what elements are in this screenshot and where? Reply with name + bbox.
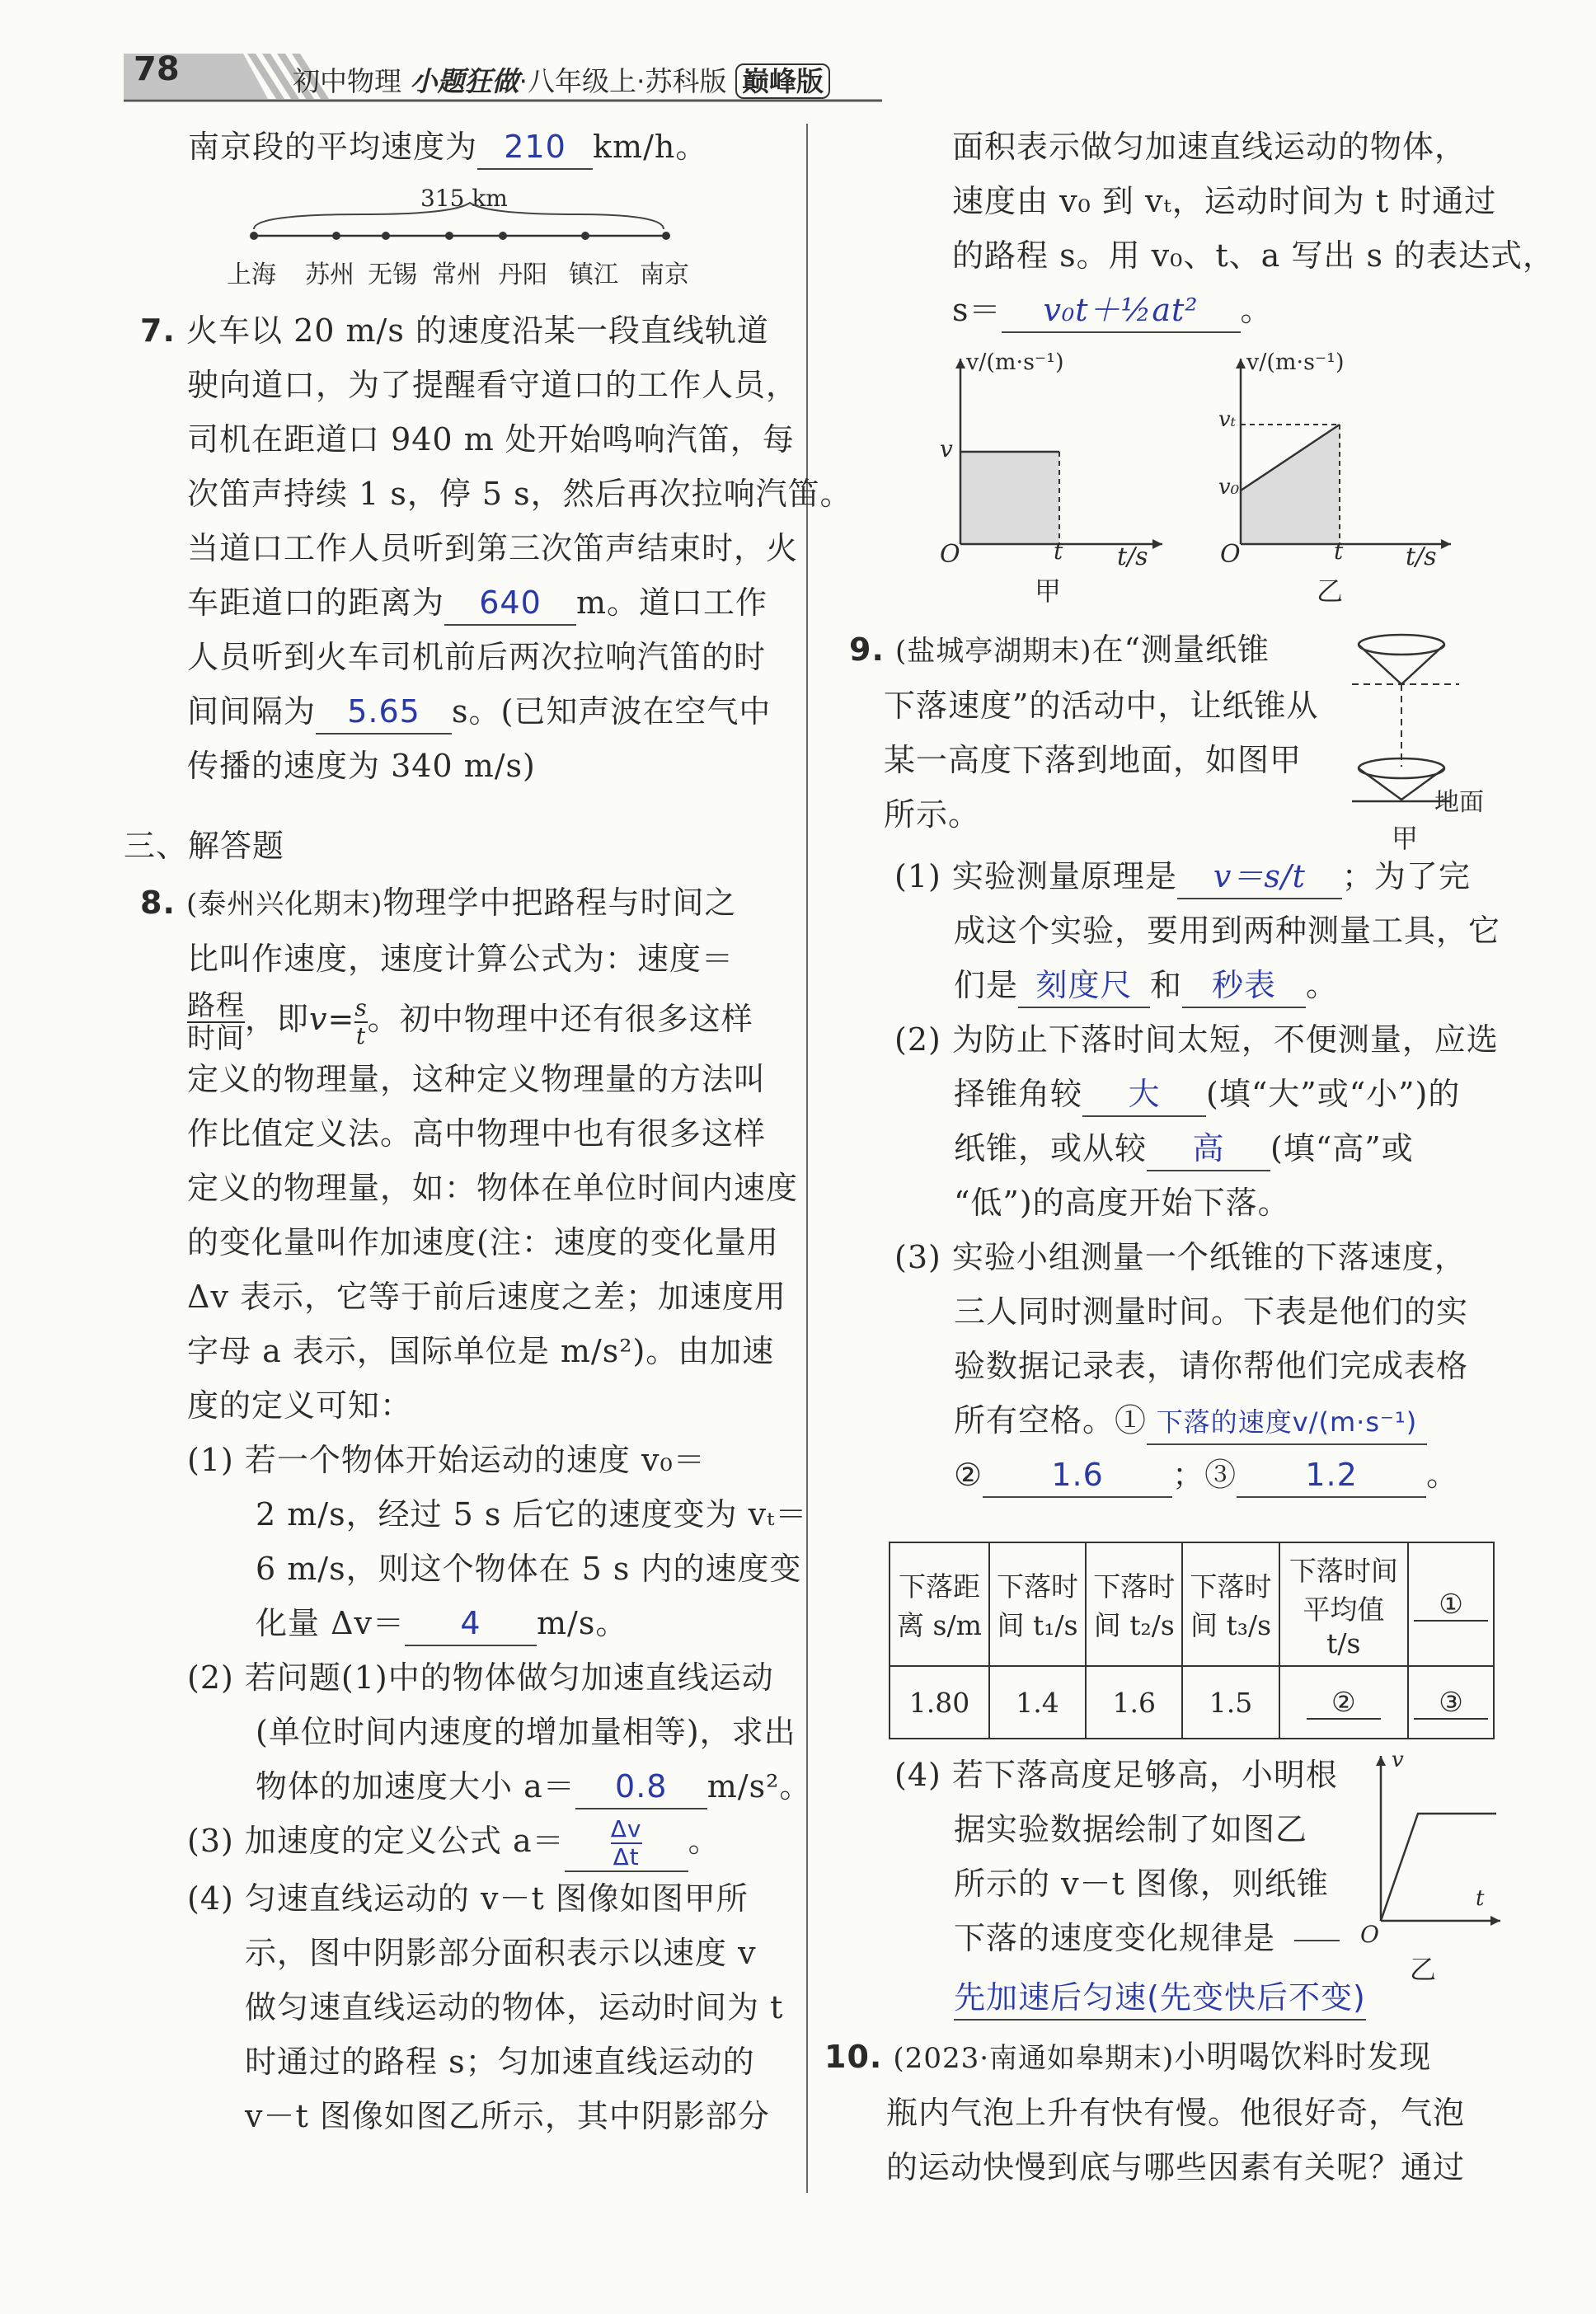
q9-p1-line-3a: 们是 bbox=[954, 967, 1019, 1003]
q8-s-suffix: 。 bbox=[1240, 292, 1273, 328]
q8-s-prefix: s＝ bbox=[952, 292, 1002, 328]
q9-p4-line-3: 所示的 v－t 图像，则纸锥 bbox=[954, 1866, 1329, 1902]
q9-tool-2: 秒表 bbox=[1182, 964, 1306, 1008]
graph-vt-small-v: v bbox=[1392, 1748, 1404, 1772]
q8-line-10: 度的定义可知： bbox=[187, 1387, 413, 1424]
q8-cont-line-1: 面积表示做匀加速直线运动的物体， bbox=[952, 129, 1467, 165]
page-header bbox=[124, 45, 890, 107]
th-5b: 平均值 t/s bbox=[1303, 1593, 1385, 1659]
q8-p1-line-4b: m/s。 bbox=[537, 1605, 628, 1641]
q8-p3-bottom: Δt bbox=[613, 1842, 640, 1870]
header-grade: ·八年级上·苏科版 bbox=[519, 65, 727, 97]
q8-cont-line-3: 的路程 s。用 v₀、t、a 写出 s 的表达式， bbox=[952, 237, 1556, 274]
q10-number: 10. bbox=[824, 2039, 883, 2075]
graph-jia-ylabel: v/(m·s⁻¹) bbox=[966, 350, 1064, 375]
q9-p3-answer-2: 1.6 bbox=[983, 1453, 1172, 1498]
header-brand: 小题狂做 bbox=[410, 65, 519, 97]
city-wuxi: 无锡 bbox=[368, 261, 417, 289]
q8-line-4: 定义的物理量，这种定义物理量的方法叫 bbox=[187, 1061, 767, 1097]
q7-line-9: 传播的速度为 340 m/s) bbox=[187, 748, 536, 784]
q9-p1-answer: v＝s/t bbox=[1177, 855, 1342, 899]
q9-p2-line-2b: (填“大”或“小”)的 bbox=[1206, 1076, 1461, 1112]
q8-s-answer: v₀t＋½at² bbox=[1002, 289, 1241, 333]
q10-line-1: 小明喝饮料时发现 bbox=[1174, 2039, 1432, 2075]
graph-yi-ylabel: v/(m·s⁻¹) bbox=[1246, 350, 1345, 375]
q9-p2-answer-1: 大 bbox=[1082, 1073, 1206, 1117]
q9-p4-line-1: (4) 若下落高度足够高，小明根 bbox=[894, 1757, 1338, 1793]
graph-jia-plot bbox=[932, 346, 1187, 569]
table-data-row bbox=[890, 1666, 1494, 1739]
cone-ground-label: 地面 bbox=[1434, 788, 1484, 817]
q9-line-4: 所示。 bbox=[884, 796, 981, 833]
section-heading: 三、解答题 bbox=[124, 828, 285, 864]
q9-p3-circle-3: ；③ bbox=[1172, 1457, 1237, 1493]
table-header-row bbox=[890, 1542, 1494, 1666]
question-7 bbox=[140, 303, 852, 793]
q9-p3-end: 。 bbox=[1426, 1457, 1459, 1493]
data-table bbox=[889, 1542, 1495, 1739]
graph-jia bbox=[932, 346, 1187, 610]
q8-p1-line-4a: 化量 Δv＝ bbox=[256, 1605, 405, 1641]
q9-p1-line-2: 成这个实验，要用到两种测量工具，它 bbox=[954, 913, 1501, 949]
q7-line-1: 火车以 20 m/s 的速度沿某一段直线轨道 bbox=[185, 312, 769, 349]
q7-answer-interval: 5.65 bbox=[316, 690, 452, 735]
q8-cont-line-2: 速度由 v₀ 到 vₜ，运动时间为 t 时通过 bbox=[952, 183, 1497, 219]
question-9 bbox=[849, 622, 1377, 842]
q7-line-3: 司机在距道口 940 m 处开始鸣响汽笛，每 bbox=[187, 421, 795, 458]
q8-p1-line-3: 6 m/s，则这个物体在 5 s 内的速度变 bbox=[256, 1551, 802, 1587]
graph-yi-t: t bbox=[1334, 537, 1344, 565]
q9-p1-text-b: ；为了完 bbox=[1341, 858, 1471, 894]
city-zhenjiang: 镇江 bbox=[569, 261, 618, 289]
cone-caption: 甲 bbox=[1392, 823, 1419, 854]
q6-unit: km/h。 bbox=[593, 129, 708, 165]
graph-vt-small-plot bbox=[1360, 1748, 1509, 1937]
td-t3: 1.5 bbox=[1182, 1666, 1279, 1739]
column-divider bbox=[806, 124, 808, 2193]
q8-line-1: 物理学中把路程与时间之 bbox=[383, 885, 737, 921]
q8-line-7: 的变化量叫作加速度(注：速度的变化量用 bbox=[187, 1224, 779, 1260]
q8-line-8: Δv 表示，它等于前后速度之差；加速度用 bbox=[187, 1279, 786, 1315]
graph-jia-xlabel: t/s bbox=[1117, 542, 1148, 571]
q10-line-2: 瓶内气泡上升有快有慢。他很好奇，气泡 bbox=[886, 2095, 1466, 2131]
q9-p4-answer: 先加速后匀速(先变快后不变) bbox=[954, 1976, 1366, 2021]
route-distance: 315 km bbox=[420, 185, 508, 212]
question-8: 8. (泰州兴化期末)物理学中把路程与时间之 比叫作速度，速度计算公式为：速度＝ 路程 时间 ，即v= $\frac{s}{t}$ 。初中物理中还有很多这样 定义的物理量，这种定义物理量的方法叫 作比值定义法。高中物理中也有很多这样 定义的物理量，如：物体在单位时间内速度 的变化量叫作加速度(注：速度的变化量用 Δv 表示，它等于前后速度之差；加速度用 字母 a 表示，国际单位是 m/s²)。由加速 度的定义可知： (1) 若一个物体开始运动的速度 v₀＝ 2 m/s，经过 5 s 后它的速度变为 vₜ＝ 6 m/s，则这个物体在 5 s 内的速度变 化量 Δv＝ 4 m/s。 (2) 若问题(1)中的物体做匀加速直线运动 (单位时间内速度的增加量相等)，求出 物体的加速度大小 a＝ 0.8 m/s²。 (3) 加速度的定义公式 a＝ $\frac{\Delta v}{\Delta t}$ 。 (4) 匀速直线运动的 v－t 图像如图甲所 示，图中阴影部分面积表示以速度 v 做匀速直线运动的物体，运动时间为 t 时通过的路程 s；匀加速直线运动的 v－t 图像如图乙所示，其中阴影部分 bbox=[140, 875, 800, 2143]
q9-p3-line-2: 三人同时测量时间。下表是他们的实 bbox=[954, 1293, 1469, 1330]
q8-line-6: 定义的物理量，如：物体在单位时间内速度 bbox=[187, 1170, 799, 1206]
q8-p4-line-4: 时通过的路程 s；匀加速直线运动的 bbox=[245, 2044, 755, 2080]
q8-ratio-fraction bbox=[187, 988, 245, 1055]
q8-p1-line-1: (1) 若一个物体开始运动的速度 v₀＝ bbox=[187, 1442, 706, 1478]
q7-line-8a: 间间隔为 bbox=[187, 693, 317, 730]
graph-yi-v0: v₀ bbox=[1218, 475, 1240, 500]
td-t2: 1.6 bbox=[1086, 1666, 1182, 1739]
cone-figure bbox=[1352, 627, 1517, 857]
q7-answer-distance: 640 bbox=[444, 581, 576, 626]
q9-number: 9. bbox=[849, 631, 885, 668]
td-distance: 1.80 bbox=[890, 1666, 989, 1739]
q8-continuation bbox=[952, 120, 1579, 337]
graph-vt-small-caption: 乙 bbox=[1410, 1954, 1437, 1985]
q7-line-4: 次笛声持续 1 s，停 5 s，然后再次拉响汽笛。 bbox=[187, 476, 852, 512]
q8-line-3b: 。初中物理中还有很多这样 bbox=[367, 1001, 753, 1037]
q9-p3-circle-2: ② bbox=[954, 1457, 983, 1493]
q8-line-5: 作比值定义法。高中物理中也有很多这样 bbox=[187, 1115, 767, 1152]
q7-line-7: 人员听到火车司机前后两次拉响汽笛的时 bbox=[187, 639, 767, 675]
th-2b: 间 t₁/s bbox=[997, 1609, 1078, 1641]
header-edition: 巅峰版 bbox=[735, 63, 830, 99]
q9-p4-line-4: 下落的速度变化规律是 bbox=[954, 1920, 1276, 1956]
graph-jia-caption: 甲 bbox=[1035, 575, 1062, 607]
q9-p4-line-2: 据实验数据绘制了如图乙 bbox=[954, 1811, 1308, 1847]
q8-p3-answer bbox=[565, 1814, 688, 1872]
q9-tool-1: 刻度尺 bbox=[1018, 964, 1150, 1008]
q8-line-2: 比叫作速度，速度计算公式为：速度＝ bbox=[187, 941, 735, 977]
q9-p3-line-1: (3) 实验小组测量一个纸锥的下落速度， bbox=[894, 1239, 1467, 1275]
q7-line-8b: s。(已知声波在空气中 bbox=[452, 693, 772, 730]
q9-p1-line-3c: 。 bbox=[1306, 967, 1339, 1003]
q8-p4-line-1: (4) 匀速直线运动的 v－t 图像如图甲所 bbox=[187, 1880, 749, 1917]
graph-jia-origin: O bbox=[940, 540, 960, 569]
q8-p2-answer: 0.8 bbox=[575, 1765, 707, 1809]
city-shanghai: 上海 bbox=[227, 261, 276, 289]
city-changzhou: 常州 bbox=[432, 261, 481, 289]
q8-p4-line-2: 示，图中阴影部分面积表示以速度 v bbox=[245, 1935, 757, 1971]
q6-answer: 210 bbox=[477, 125, 593, 170]
city-suzhou: 苏州 bbox=[305, 261, 354, 289]
q7-line-6b: m。道口工作 bbox=[576, 584, 768, 621]
q8-frac-bottom: 时间 bbox=[187, 1021, 245, 1055]
th-1b: 离 s/m bbox=[897, 1609, 982, 1641]
q10-line-3: 的运动快慢到底与哪些因素有关呢？通过 bbox=[886, 2149, 1466, 2185]
q9-p3-answer-1: 下落的速度v/(m·s⁻¹) bbox=[1147, 1401, 1427, 1445]
graph-yi bbox=[1220, 346, 1476, 610]
th-2a: 下落时 bbox=[997, 1570, 1079, 1603]
graph-yi-vt: vₜ bbox=[1218, 407, 1237, 432]
graph-vt-small-t: t bbox=[1476, 1886, 1485, 1911]
th-4b: 间 t₃/s bbox=[1190, 1609, 1272, 1641]
q7-line-6a: 车距道口的距离为 bbox=[187, 584, 445, 621]
question-10 bbox=[824, 2030, 1566, 2194]
city-nanjing: 南京 bbox=[640, 261, 689, 289]
th-3a: 下落时 bbox=[1093, 1570, 1176, 1603]
q8-frac-top: 路程 bbox=[187, 988, 245, 1022]
q8-p4-line-5: v－t 图像如图乙所示，其中阴影部分 bbox=[245, 2098, 770, 2134]
q10-source: (2023·南通如皋期末) bbox=[893, 2042, 1175, 2075]
q8-p2-line-3a: 物体的加速度大小 a＝ bbox=[256, 1768, 575, 1805]
q9-p3-line-3: 验数据记录表，请你帮他们完成表格 bbox=[954, 1348, 1469, 1384]
q8-line-9: 字母 a 表示，国际单位是 m/s²)。由加速 bbox=[187, 1333, 775, 1369]
city-danyang: 丹阳 bbox=[498, 261, 547, 289]
q9-p1-line-3b: 和 bbox=[1150, 967, 1183, 1003]
q9-p2-line-4: “低”)的高度开始下落。 bbox=[954, 1185, 1290, 1221]
page-number: 78 bbox=[134, 50, 180, 88]
q9-line-2: 下落速度”的活动中，让纸锥从 bbox=[884, 688, 1319, 724]
th-3b: 间 t₂/s bbox=[1093, 1609, 1175, 1641]
q8-p2-line-1: (2) 若问题(1)中的物体做匀加速直线运动 bbox=[187, 1659, 774, 1696]
q9-p2-answer-2: 高 bbox=[1147, 1127, 1270, 1171]
q8-p4-line-3: 做匀速直线运动的物体，运动时间为 t bbox=[245, 1989, 784, 2025]
q6-text: 南京段的平均速度为 bbox=[188, 129, 478, 165]
graph-vt-small-o: O bbox=[1360, 1921, 1379, 1948]
route-line bbox=[247, 181, 709, 247]
th-4a: 下落时 bbox=[1190, 1570, 1272, 1603]
q9-p2-line-3a: 纸锥，或从较 bbox=[954, 1130, 1148, 1166]
q8-p1-line-2: 2 m/s，经过 5 s 后它的速度变为 vₜ＝ bbox=[256, 1496, 808, 1532]
th-6: ① bbox=[1414, 1588, 1488, 1622]
q8-line-3a: ，即 bbox=[245, 1001, 310, 1037]
q9-p2-line-2a: 择锥角较 bbox=[954, 1076, 1083, 1112]
q9-p2-line-1: (2) 为防止下落时间太短，不便测量，应选 bbox=[894, 1021, 1499, 1058]
q8-p3-top: Δv bbox=[610, 1814, 642, 1842]
q9-p4-answer-wrap bbox=[954, 1970, 1366, 2025]
th-1a: 下落距 bbox=[898, 1570, 980, 1603]
q7-line-2: 驶向道口，为了提醒看守道口的工作人员， bbox=[187, 367, 799, 403]
header-series: 初中物理 bbox=[293, 65, 401, 97]
graph-vt-small bbox=[1360, 1748, 1509, 1987]
q8-number: 8. bbox=[140, 885, 176, 921]
q6-line bbox=[188, 120, 707, 174]
q9-source: (盐城亭湖期末) bbox=[894, 635, 1092, 668]
q9-p3-answer-3: 1.2 bbox=[1237, 1453, 1426, 1498]
th-5a: 下落时间 bbox=[1289, 1554, 1398, 1587]
q8-p2-line-3b: m/s²。 bbox=[706, 1768, 812, 1805]
q9-line-3: 某一高度下落到地面，如图甲 bbox=[884, 742, 1303, 778]
q7-line-5: 当道口工作人员听到第三次笛声结束时，火 bbox=[187, 530, 799, 566]
graph-yi-plot bbox=[1220, 346, 1476, 569]
q9-parts bbox=[894, 849, 1587, 1502]
q8-source: (泰州兴化期末) bbox=[185, 888, 383, 921]
graph-yi-caption: 乙 bbox=[1317, 575, 1344, 607]
q9-line-1: 在“测量纸锥 bbox=[1091, 631, 1270, 668]
graph-jia-v: v bbox=[940, 435, 953, 462]
q8-p2-line-2: (单位时间内速度的增加量相等)，求出 bbox=[256, 1714, 796, 1750]
header-title bbox=[293, 60, 830, 99]
route-map bbox=[227, 181, 709, 289]
q9-p2-line-3b: (填“高”或 bbox=[1270, 1130, 1414, 1166]
q9-p1-text: (1) 实验测量原理是 bbox=[894, 858, 1177, 894]
graph-jia-t: t bbox=[1054, 537, 1063, 565]
td-blank-3: ③ bbox=[1414, 1686, 1488, 1720]
q9-p3-line-4a: 所有空格。① bbox=[954, 1402, 1148, 1439]
q7-number: 7. bbox=[140, 312, 176, 349]
q8-p1-answer: 4 bbox=[405, 1602, 537, 1646]
td-avg: ② bbox=[1307, 1686, 1381, 1720]
graph-yi-xlabel: t/s bbox=[1406, 542, 1437, 571]
td-t1: 1.4 bbox=[989, 1666, 1086, 1739]
q9-p4-answer-line bbox=[1294, 1940, 1340, 1941]
graph-yi-origin: O bbox=[1220, 540, 1241, 569]
q9-part-4 bbox=[894, 1748, 1356, 1965]
q8-p3-end: 。 bbox=[688, 1823, 721, 1859]
q8-p3-text: (3) 加速度的定义公式 a＝ bbox=[187, 1823, 565, 1859]
